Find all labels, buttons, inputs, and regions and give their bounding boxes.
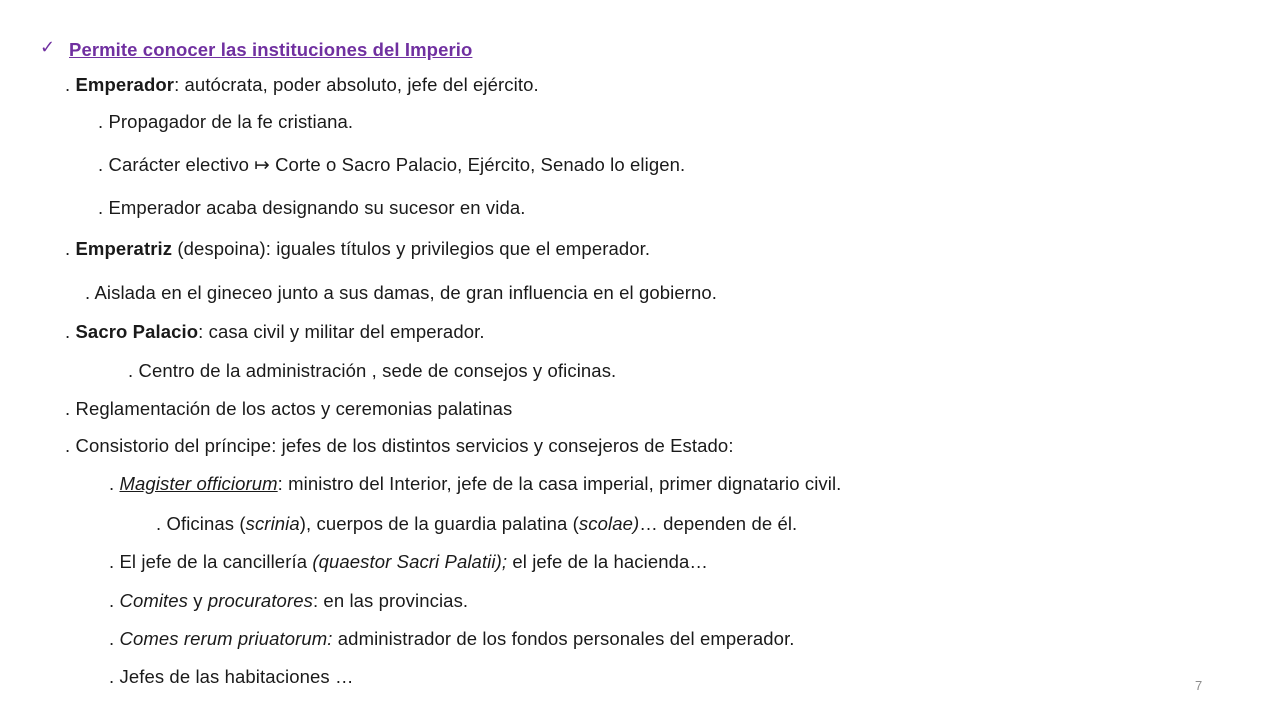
line-emperatriz — [65, 237, 650, 261]
line-consistorio: . Consistorio del príncipe: jefes de los distintos servicios y consejeros de Estado: — [65, 435, 734, 456]
text-part: : en las provincias. — [312, 590, 469, 611]
text-part: . — [109, 590, 120, 611]
line-oficinas — [156, 512, 797, 536]
line-comes-rerum — [109, 627, 795, 651]
term-quaestor: (quaestor Sacri Palatii); — [312, 551, 508, 572]
line-comites — [109, 589, 468, 613]
bullet: . — [109, 473, 120, 494]
line-jefes-habitaciones: . Jefes de las habitaciones … — [109, 666, 354, 687]
term-comites: Comites — [119, 590, 189, 611]
bullet: . — [65, 74, 76, 95]
line-emperador — [65, 73, 539, 97]
bullet: . — [65, 238, 76, 259]
line-caracter-electivo: . Carácter electivo ↦ Corte o Sacro Palacio, Ejército, Senado lo eligen. — [98, 154, 686, 175]
term-emperatriz: Emperatriz — [75, 238, 173, 259]
text-part: y — [188, 590, 208, 611]
bullet: . — [65, 321, 76, 342]
text-part: el jefe de la hacienda… — [507, 551, 709, 572]
text-part: . Oficinas ( — [156, 513, 246, 534]
term-emperador: Emperador — [75, 74, 175, 95]
term-comes-rerum-priuatorum: Comes rerum priuatorum: — [119, 628, 333, 649]
slide-heading — [69, 38, 472, 62]
term-sacro-palacio: Sacro Palacio — [75, 321, 199, 342]
line-gineceo: . Aislada en el gineceo junto a sus damas, de gran influencia en el gobierno. — [85, 282, 717, 303]
line-cancilleria — [109, 550, 708, 574]
line-rest: (despoina): iguales títulos y privilegios que el emperador. — [172, 238, 651, 259]
term-magister-officiorum: Magister officiorum — [119, 473, 278, 494]
line-propagador: . Propagador de la fe cristiana. — [98, 111, 354, 132]
page-number: 7 — [1195, 678, 1203, 693]
text-part: … dependen de él. — [639, 513, 798, 534]
line-rest: : ministro del Interior, jefe de la casa imperial, primer dignatario civil. — [277, 473, 842, 494]
text-part: ), cuerpos de la guardia palatina ( — [299, 513, 579, 534]
term-scrinia: scrinia — [245, 513, 300, 534]
text-part: . — [109, 628, 120, 649]
term-scolae: scolae) — [578, 513, 640, 534]
checkmark-icon: ✓ — [40, 37, 56, 57]
line-sucesor: . Emperador acaba designando su sucesor en vida. — [98, 197, 526, 218]
line-reglamentacion: . Reglamentación de los actos y ceremonias palatinas — [65, 398, 513, 419]
text-part: administrador de los fondos personales del emperador. — [332, 628, 795, 649]
text-part: . El jefe de la cancillería — [109, 551, 313, 572]
line-rest: : autócrata, poder absoluto, jefe del ejército. — [174, 74, 539, 95]
line-magister — [109, 472, 841, 496]
line-sacro-palacio — [65, 320, 485, 344]
heading-text: Permite conocer las instituciones del Imperio — [69, 39, 473, 60]
line-administracion: . Centro de la administración , sede de consejos y oficinas. — [128, 360, 617, 381]
term-procuratores: procuratores — [207, 590, 313, 611]
line-rest: : casa civil y militar del emperador. — [198, 321, 485, 342]
